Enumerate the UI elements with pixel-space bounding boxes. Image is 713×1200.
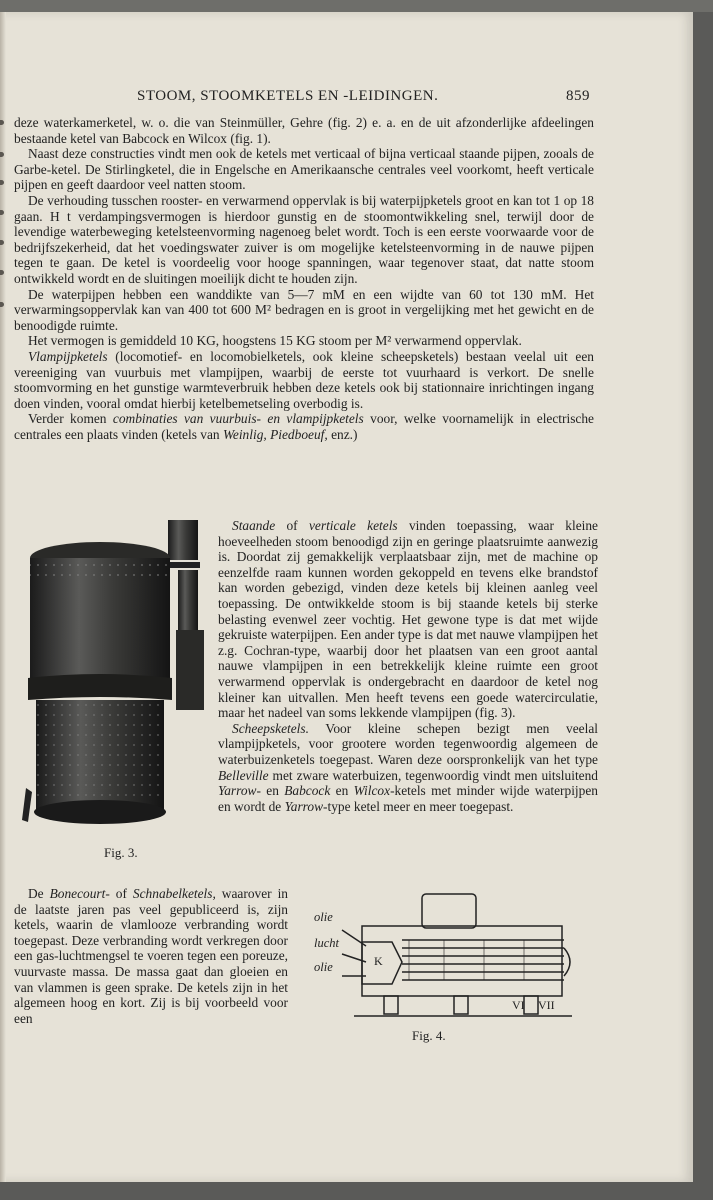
book-page <box>0 12 693 1182</box>
page-number: 859 <box>566 88 590 104</box>
term-combinaties: combinaties van vuurbuis- en vlampijpketels <box>112 411 364 427</box>
combinaties-mid: voor, welke voornamelijk in electrische centrales een plaats vinden (ketels van <box>14 411 595 442</box>
scheeps-text-1: Voor kleine schepen bezigt men veelal vlampijpketels, voor grootere worden tegenwoordig algemeen de waterbuizenketels toegepast. Waren deze oorspronkelijk van het type <box>218 720 598 767</box>
term-schnabelketels: Schnabelketels, <box>132 886 216 901</box>
paragraph-vlampijpketels <box>14 349 594 411</box>
name-yarrow-type: Yarrow <box>284 798 324 814</box>
main-text-block <box>14 115 594 442</box>
combinaties-names: Weinlig, Piedboeuf, <box>222 426 328 442</box>
staande-text: vinden toepassing, waar kleine hoeveelheden stoom benoodigd zijn en geringe plaatsruimte aanwezig is. Doordat zij gemakkelijk verplaatsbaar zijn, met de machine op eenzelfde raam kunnen worden gekoppeld en tevens elke brandstof kan worden gebezigd, vinden deze ketels bij kleinen aanleg veel toepassing. De ontwikkelde stoom is bij staande ketels bij sterke belasting evenwel zeer vochtig. Het gewone type is dat met wijde gekruiste waterpijpen. Een ander type is dat met nauwe vlampijpen het z.g. Cochran-type, waarbij door het plaatsen van een groot aantal nauwe vlampijpen in een betrekkelijk kleine ruimte een groot verwarmend oppervlak is ondergebracht en daardoor de ketel nog kleiner kan uitvallen. Men heeft tevens een goede watercirculatie, maar het nadeel van soms lekkende vlampijpen (fig. 3). <box>218 518 599 721</box>
paragraph-scheepsketels <box>218 721 598 815</box>
page-gutter <box>0 12 6 1182</box>
scheeps-text-4: en <box>330 783 354 799</box>
paragraph-5: Het vermogen is gemiddeld 10 KG, hoogstens 15 KG stoom per M² verwarmend oppervlak. <box>28 333 522 349</box>
scheeps-text-3: en <box>260 783 285 799</box>
figure-4-caption: Fig. 4. <box>412 1028 446 1043</box>
term-vlampijpketels: Vlampijpketels <box>28 348 108 364</box>
scan-background-top <box>0 0 713 12</box>
vlampijp-text: (locomotief- en locomobielketels, ook kleine scheepsketels) bestaan veelal uit een vereeniging van vuurbuis met vlampijpen, waarbij de eerste tot vuurhaard is verkort. De snelle stoomvorming en het gunstige warmteverbruik hebben deze ketels ook bij stationnaire inrichtingen ingang doen vinden, vooral omdat hierbij ketelbemetseling overbodig is. <box>14 348 594 411</box>
label-lucht: lucht <box>314 936 339 950</box>
figure-4 <box>314 892 604 1042</box>
label-olie-top: olie <box>314 910 333 924</box>
scheeps-text-2: met zware waterbuizen, tegenwoordig vindt men uitsluitend <box>268 767 598 783</box>
figure-3 <box>14 520 214 860</box>
label-k: K <box>374 954 383 968</box>
paragraph-1: deze waterkamerketel, w. o. die van Steinmüller, Gehre (fig. 2) e. a. en de uit afzonderlijke afdeelingen bestaande ketel van Babcock en Wilcox (fig. 1). <box>14 115 594 146</box>
name-babcock: Babcock <box>284 783 331 799</box>
name-wilcox: Wilcox <box>353 783 391 799</box>
bonecourt-mid: of <box>109 886 133 901</box>
figure-3-caption: Fig. 3. <box>104 845 138 860</box>
paragraph-2: Naast deze constructies vindt men ook de ketels met verticaal of bijna verticaal staande pijpen, zooals de Garbe-ketel. De Stirlingketel, die in Engelsche en Amerikaansche centrales veel voorkomt, heeft verticale pijpen en geeft daardoor veel natten stoom. <box>14 146 594 193</box>
term-verticale-ketels: verticale ketels <box>308 518 398 533</box>
paragraph-4: De waterpijpen hebben een wanddikte van 5—7 mM en een wijdte van 60 tot 130 mM. Het verwarmingsoppervlak kan van 400 tot 600 M² bedragen en is groot in vergelijking met het gewicht en de benoodigde ruimte. <box>14 286 594 333</box>
combinaties-pre: Verder komen <box>28 411 113 427</box>
label-v1: VI <box>512 998 525 1012</box>
combinaties-post: enz.) <box>327 426 358 442</box>
term-bonecourt: Bonecourt- <box>49 886 110 901</box>
left-column-text <box>14 886 288 1026</box>
label-v2: VII <box>538 998 555 1012</box>
right-column-text <box>218 518 598 814</box>
paragraph-3: De verhouding tusschen rooster- en verwarmend oppervlak is bij waterpijpketels groot en kan tot 1 op 18 gaan. H t verdampingsvermogen is hierdoor gunstig en de stoomontwikkeling snel, terwijl door de levendige waterbeweging ketelsteenvorming nagenoeg belet wordt. Toch is een eerste voorwaarde voor de bedrijfszekerheid, dat het voedingswater zuiver is om mogelijke ketelsteenvorming in de nauwe pijpen tegen te gaan. De ketel is voordeelig voor hooge spanningen, waar tegenover staat, dat natte stoom ontwikkeld wordt en de sluitingen moeilijk dicht te houden zijn. <box>14 192 594 286</box>
running-title: STOOM, STOOMKETELS EN -LEIDINGEN. <box>137 88 439 104</box>
paragraph-combinaties <box>14 411 594 442</box>
bonecourt-pre: De <box>28 886 50 901</box>
paragraph-bonecourt <box>14 886 288 1026</box>
running-header <box>0 88 693 108</box>
staande-mid: of <box>275 518 309 533</box>
name-belleville: Belleville <box>218 767 269 783</box>
name-yarrow: Yarrow- <box>218 783 261 799</box>
term-staande: Staande <box>232 518 276 533</box>
boiler-diagram <box>314 892 604 1024</box>
scheeps-text-5: -ketels met minder wijde waterpijpen en wordt de <box>218 783 598 814</box>
vertical-boiler-illustration <box>18 520 208 840</box>
scheeps-text-6: -type ketel meer en meer toegepast. <box>323 798 514 814</box>
paragraph-staande <box>218 518 598 721</box>
term-scheepsketels: Scheepsketels. <box>232 720 309 736</box>
bonecourt-text: waarover in de laatste jaren pas veel gepubliceerd is, zijn ketels, waarin de vlamlooze verbranding wordt toegepast. Deze verbranding wordt verkregen door een gas-luchtmengsel te voeren tegen een poreuze, vuurvaste massa. De massa gaat dan gloeien en van vlammen is geen sprake. De ketels zijn in het algemeen hoog en kort. Zij is bij voorbeeld voor een <box>14 886 288 1026</box>
label-olie-bottom: olie <box>314 960 333 974</box>
